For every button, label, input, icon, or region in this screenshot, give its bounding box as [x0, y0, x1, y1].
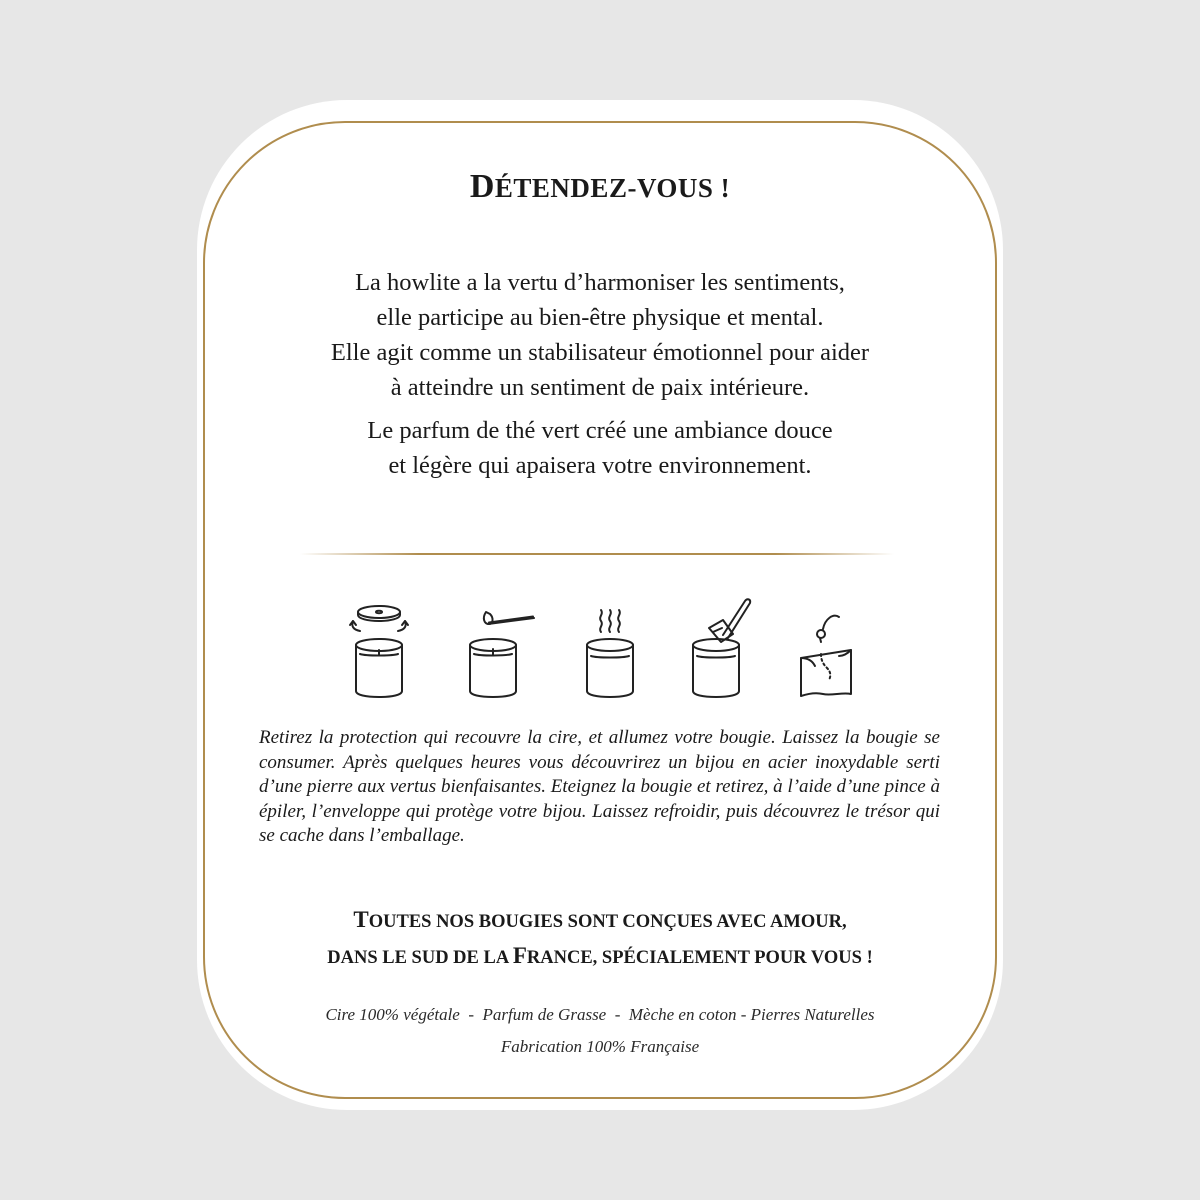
lid-removal-icon: [344, 592, 414, 704]
usage-instructions: Retirez la protection qui recouvre la cire, et allumez votre bougie. Laissez la bougie se consumer. Après quelques heures vous découvrirez un bijou en acier inoxydable serti d’une pierre aux vertus bienfaisantes. Eteignez la bougie et retirez, à l’aide d’une pince à épiler, l’enveloppe qui protège votre bijou. Laissez refroidir, puis découvrez le trésor qui se cache dans l’emballage.: [259, 727, 940, 846]
intro-paragraph-1: [250, 265, 950, 405]
tweezers-extraction-icon: [683, 592, 763, 704]
tagline-initial: F: [512, 943, 527, 968]
tagline-text: RANCE, SPÉCIALEMENT POUR VOUS !: [526, 948, 873, 968]
intro-line: La howlite a la vertu d’harmoniser les sentiments,: [355, 269, 845, 296]
tagline: [230, 903, 970, 975]
intro-line: elle participe au bien-être physique et mental.: [376, 304, 824, 331]
title-rest: ÉTENDEZ-VOUS !: [494, 173, 731, 203]
intro-line: Elle agit comme un stabilisateur émotionnel pour aider: [330, 339, 870, 366]
tagline-line-1: [230, 903, 970, 939]
tagline-initial: T: [353, 907, 369, 932]
instruction-steps: [330, 592, 870, 704]
tagline-text: OUTES NOS BOUGIES SONT CONÇUES AVEC AMOUR,: [368, 912, 847, 932]
intro-line: à atteindre un sentiment de paix intérieure.: [390, 374, 810, 401]
intro-text: [250, 265, 950, 483]
intro-paragraph-2: [250, 413, 950, 483]
divider: [300, 553, 894, 555]
product-features: [250, 999, 950, 1063]
page-title: [200, 168, 1000, 206]
match-lighting-icon: [456, 592, 546, 704]
intro-line: Le parfum de thé vert créé une ambiance douce: [367, 417, 833, 444]
features-line: Fabrication 100% Française: [500, 1037, 700, 1056]
jewel-pouch-icon: [793, 592, 863, 704]
candle-burning-icon: [575, 592, 645, 704]
tagline-text: DANS LE SUD DE LA: [327, 948, 513, 968]
tagline-line-2: [230, 939, 970, 975]
features-line: Cire 100% végétale - Parfum de Grasse - Mèche en coton - Pierres Naturelles: [325, 1005, 875, 1024]
intro-line: et légère qui apaisera votre environnement.: [388, 452, 812, 479]
title-initial: D: [469, 168, 495, 205]
